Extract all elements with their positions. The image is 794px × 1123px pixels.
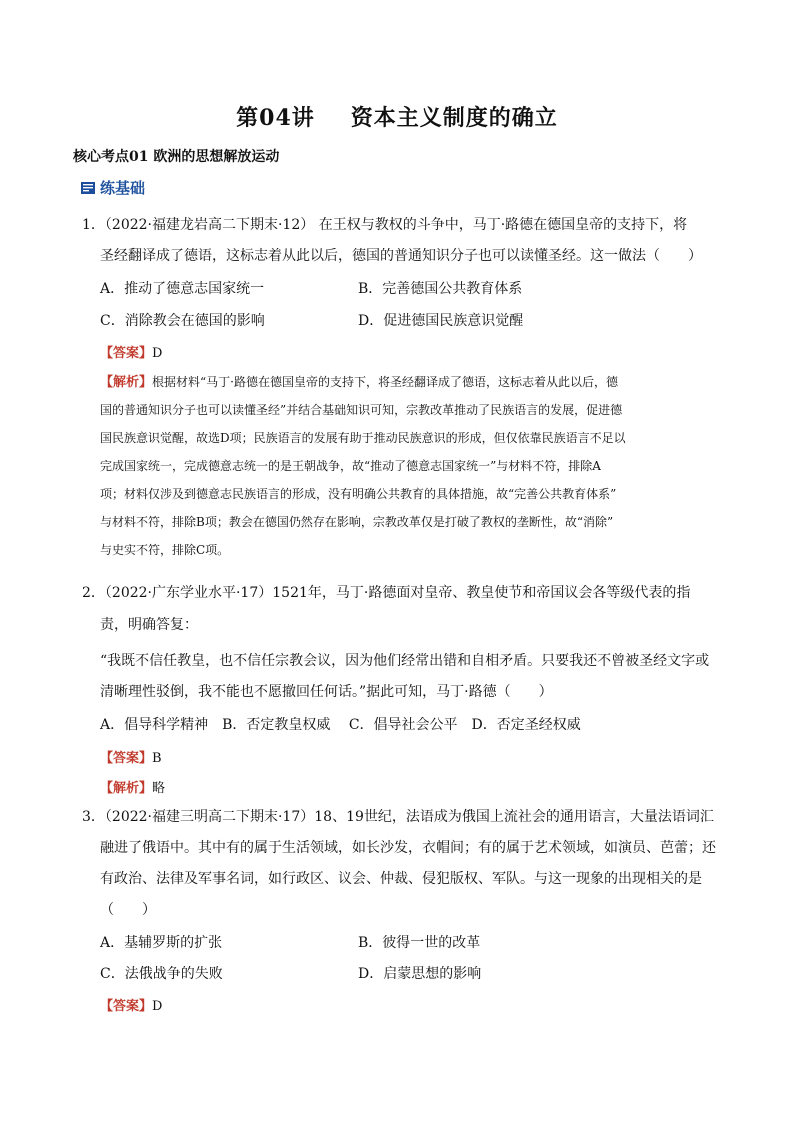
section-label: 练基础 bbox=[100, 179, 146, 197]
q1-analysis-line: 与材料不符，排除B项；教会在德国仍然存在影响，宗教改革仅是打破了教权的垄断性，故“消除” bbox=[100, 515, 614, 529]
q1-option-a: A．推动了德意志国家统一 bbox=[100, 281, 265, 297]
q3-option-c: C．法俄战争的失败 bbox=[100, 966, 223, 982]
section-heading bbox=[80, 177, 145, 198]
q1-analysis-line: 国民族意识觉醒，故选D项；民族语言的发展有助于推动民族意识的形成，但仅依靠民族语言不足以 bbox=[100, 431, 626, 445]
answer-tag: 【答案】 bbox=[100, 346, 153, 361]
answer-tag: 【答案】 bbox=[100, 999, 153, 1014]
q2-analysis bbox=[100, 777, 165, 796]
lesson-number: 第04讲 bbox=[236, 105, 315, 131]
q1-analysis-line: 完成国家统一，完成德意志统一的是王朝战争，故“推动了德意志国家统一”与材料不符，排除A bbox=[100, 459, 601, 473]
analysis-tag: 【解析】 bbox=[100, 375, 153, 390]
q1-option-d: D．促进德国民族意识觉醒 bbox=[358, 313, 524, 329]
q1-analysis-line: 与史实不符，排除C项。 bbox=[100, 543, 230, 557]
answer-value: B bbox=[152, 751, 162, 766]
book-icon bbox=[80, 180, 96, 196]
q2-stem-line: 2．（2022·广东学业水平·17）1521年，马丁·路德面对皇帝、教皇使节和帝国议会各等级代表的指 bbox=[82, 585, 691, 601]
q1-stem-line: 1．（2022·福建龙岩高二下期末·12） 在王权与教权的斗争中，马丁·路德在德国皇帝的支持下，将 bbox=[82, 217, 688, 233]
analysis-value: 略 bbox=[152, 781, 166, 796]
q1-option-c: C．消除教会在德国的影响 bbox=[100, 313, 265, 329]
q3-answer bbox=[100, 995, 162, 1014]
answer-value: D bbox=[152, 999, 163, 1014]
q2-quote-line: 清晰理性驳倒，我不能也不愿撤回任何话。”据此可知，马丁·路德（ ） bbox=[100, 684, 553, 700]
q3-stem-line: 3．（2022·福建三明高二下期末·17）18、19世纪，法语成为俄国上流社会的通用语言，大量法语词汇 bbox=[82, 809, 714, 825]
q1-analysis-line: 【解析】根据材料“马丁·路德在德国皇帝的支持下，将圣经翻译成了德语，这标志着从此以后，德 bbox=[100, 375, 618, 390]
q1-analysis-line: 项；材料仅涉及到德意志民族语言的形成，没有明确公共教育的具体措施，故“完善公共教育体系” bbox=[100, 487, 617, 501]
q1-answer bbox=[100, 342, 162, 361]
q3-option-b: B．彼得一世的改革 bbox=[358, 935, 481, 951]
q3-stem-line: （ ） bbox=[100, 902, 156, 918]
q3-stem-line: 有政治、法律及军事名词，如行政区、议会、仲裁、侵犯版权、军队。与这一现象的出现相关的是 bbox=[100, 871, 702, 887]
q2-quote-line: “我既不信任教皇，也不信任宗教会议，因为他们经常出错和自相矛盾。只要我还不曾被圣经文字或 bbox=[100, 653, 710, 669]
q2-stem-line: 责，明确答复： bbox=[100, 617, 198, 633]
q2-options: A．倡导科学精神 B．否定教皇权威 C．倡导社会公平 D．否定圣经权威 bbox=[100, 717, 581, 733]
q3-option-a: A．基辅罗斯的扩张 bbox=[100, 935, 223, 951]
lesson-title: 资本主义制度的确立 bbox=[350, 105, 558, 131]
answer-tag: 【答案】 bbox=[100, 751, 153, 766]
q1-option-b: B．完善德国公共教育体系 bbox=[358, 281, 523, 297]
analysis-tag: 【解析】 bbox=[100, 781, 153, 796]
q3-option-d: D．启蒙思想的影响 bbox=[358, 966, 482, 982]
q2-answer bbox=[100, 747, 162, 766]
q1-stem-line: 圣经翻译成了德语，这标志着从此以后，德国的普通知识分子也可以读懂圣经。这一做法（ ） bbox=[100, 248, 702, 264]
answer-value: D bbox=[152, 346, 163, 361]
q3-stem-line: 融进了俄语中。其中有的属于生活领域，如长沙发，衣帽间；有的属于艺术领域，如演员、芭蕾；还 bbox=[100, 840, 716, 856]
core-topic-heading: 核心考点01 欧洲的思想解放运动 bbox=[73, 149, 280, 165]
page-title bbox=[0, 101, 794, 132]
q1-analysis-line: 国的普通知识分子也可以读懂圣经”并结合基础知识可知，宗教改革推动了民族语言的发展，促进德 bbox=[100, 403, 623, 417]
